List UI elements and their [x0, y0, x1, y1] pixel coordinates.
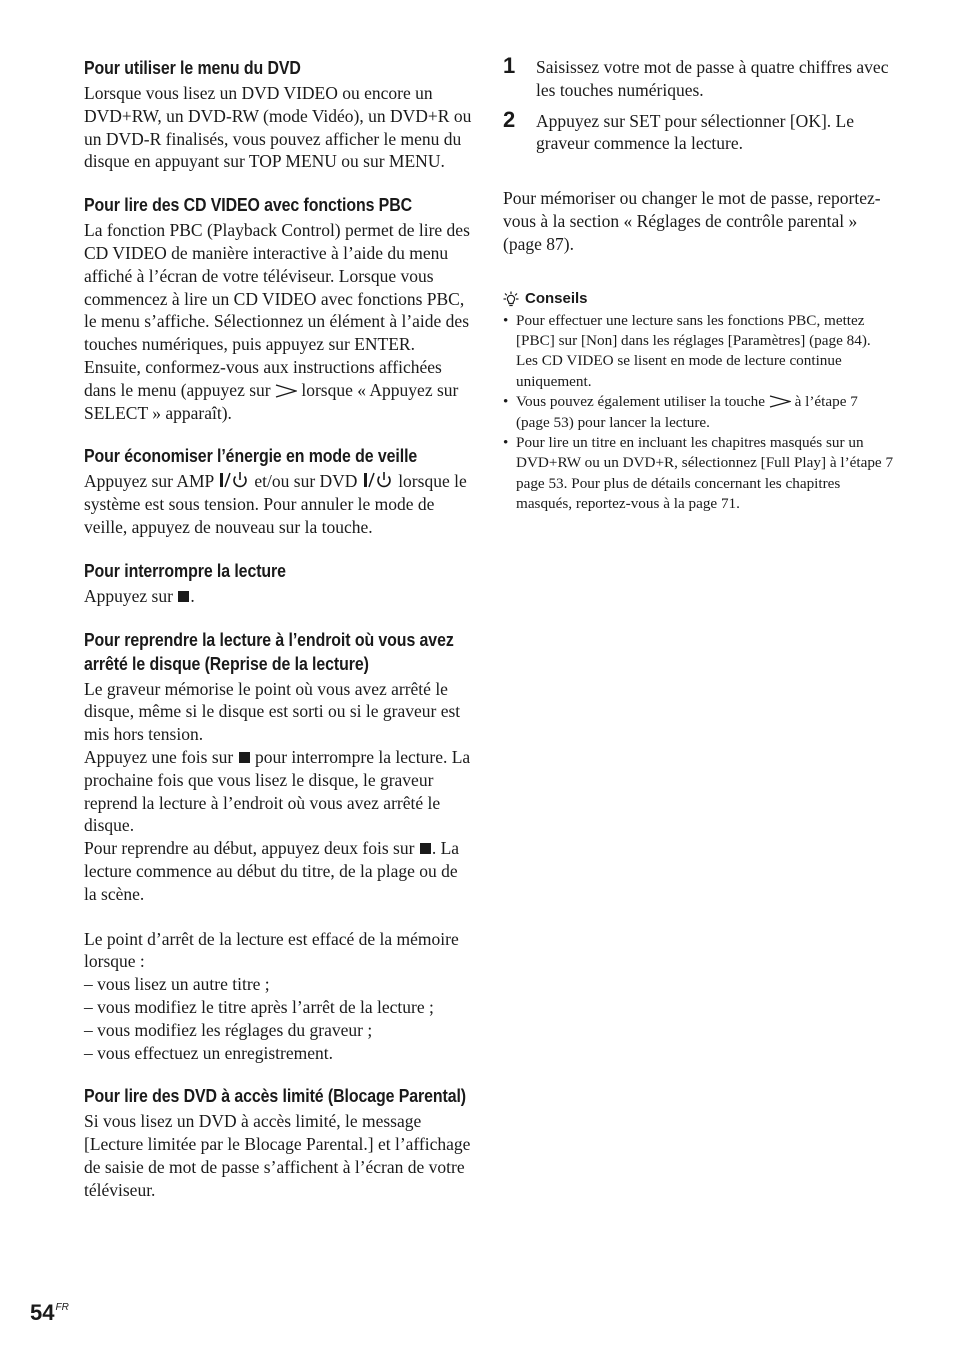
text-pbc-a: La fonction PBC (Playback Control) permet de lire des CD VIDEO de manière interactive à l’aide du menu affiché à l’écran de votre téléviseur. Lorsque vous commencez à lire un CD VIDEO avec fonctions PBC, le menu s’affiche. Sélectionnez un élément à l’aide des touches numériques, puis appuyez sur ENTER. Ensuite, conformez-vous aux instructions affichées dans le menu (appuyez sur: [84, 220, 470, 400]
step-number: 2: [503, 106, 516, 132]
text-resume-3b: . La lecture commence au début du titre, de la plage ou de la scène.: [84, 838, 460, 904]
right-column: [503, 53, 895, 515]
text-resume-3: [84, 837, 474, 905]
dash-item: – vous effectuez un enregistrement.: [84, 1042, 333, 1063]
tip-item: [503, 392, 895, 433]
text-standby-a: Appuyez sur AMP: [84, 471, 214, 492]
text-resume-1: Le graveur mémorise le point où vous avez arrêté le disque, même si le disque est sorti ou si le graveur est mis hors tension.: [84, 678, 461, 745]
section-dvd-menu: [84, 56, 474, 173]
heading-parental: Pour lire des DVD à accès limité (Blocage Parental): [84, 1085, 467, 1107]
section-resume: [84, 628, 474, 1065]
stop-square-icon: [178, 591, 189, 602]
text-standby-c: lorsque le système est sous tension. Pour annuler le mode de veille, appuyez de nouveau sur la touche.: [84, 471, 467, 537]
tips-title: Conseils: [525, 289, 588, 307]
step-1: [503, 53, 895, 102]
step-text: Saisissez votre mot de passe à quatre chiffres avec les touches numériques.: [536, 57, 889, 100]
power-standby-icon: [218, 471, 250, 489]
section-parental: [84, 1084, 474, 1201]
text-stop: [84, 585, 474, 608]
section-stop: [84, 559, 474, 608]
text-pbc: [84, 219, 474, 424]
tip-item: • Pour effectuer une lecture sans les fonctions PBC, mettez [PBC] sur [Non] dans les réglages [Paramètres] (page 84). Les CD VIDEO se lisent en mode de lecture continue uniquement.: [503, 311, 895, 393]
step-number: 1: [503, 53, 516, 78]
tips-list: [503, 311, 895, 515]
tips-header: [503, 290, 895, 308]
heading-resume: Pour reprendre la lecture à l’endroit où vous avez arrêté le disque (Reprise de la lecture): [84, 628, 454, 674]
text-stop-a: Appuyez sur: [84, 585, 173, 606]
dash-item: – vous modifiez le titre après l’arrêt de la lecture ;: [84, 996, 434, 1017]
dash-item: – vous lisez un autre titre ;: [84, 974, 270, 995]
step-2: [503, 106, 895, 156]
text-standby: [84, 470, 474, 538]
power-standby-icon: [362, 471, 394, 489]
text-parental: Si vous lisez un DVD à accès limité, le message [Lecture limitée par le Blocage Parental.] et l’affichage de saisie de mot de passe s’affichent à l’écran de votre téléviseur.: [84, 1111, 471, 1200]
tip-2b: à l’étape 7 (page 53) pour lancer la lecture.: [516, 393, 858, 431]
text-resume-2: [84, 746, 474, 837]
text-resume-2a: Appuyez une fois sur: [84, 746, 234, 767]
section-pbc: [84, 193, 474, 424]
lightbulb-icon: [503, 291, 519, 307]
stop-square-icon: [239, 752, 250, 763]
page-number-value: 54: [30, 1300, 55, 1325]
text-resume-4: Le point d’arrêt de la lecture est effacé de la mémoire lorsque :: [84, 928, 459, 972]
heading-pbc: Pour lire des CD VIDEO avec fonctions PBC: [84, 194, 413, 216]
page-number: [30, 1300, 69, 1326]
memo-text: Pour mémoriser ou changer le mot de passe, reportez-vous à la section « Réglages de contrôle parental » (page 87).: [503, 188, 881, 254]
heading-dvd-menu: Pour utiliser le menu du DVD: [84, 57, 301, 78]
heading-standby: Pour économiser l’énergie en mode de veille: [84, 445, 418, 467]
step-text: Appuyez sur SET pour sélectionner [OK]. Le graveur commence la lecture.: [536, 110, 854, 154]
left-column: [84, 56, 474, 1221]
dash-item: – vous modifiez les réglages du graveur ;: [84, 1019, 373, 1040]
text-dvd-menu: Lorsque vous lisez un DVD VIDEO ou encore un DVD+RW, un DVD-RW (mode Vidéo), un DVD+R ou un DVD-R finalisés, vous pouvez afficher le menu du disque en appuyant sur TOP MENU ou sur MENU.: [84, 83, 472, 172]
text-standby-b: et/ou sur DVD: [254, 471, 358, 492]
text-resume-2b: pour interrompre la lecture. La prochaine fois que vous lisez le disque, le graveur reprend la lecture à l’endroit où vous avez arrêté le disque.: [84, 746, 471, 836]
tip-item: • Pour lire un titre en incluant les chapitres masqués sur un DVD+RW ou un DVD+R, sélectionnez [Full Play] à l’étape 7 page 53. Pour plus de détails concernant les chapitres masqués, reportez-vous à la page 71.: [503, 433, 895, 515]
page-lang: FR: [55, 1302, 69, 1313]
text-resume-3a: Pour reprendre au début, appuyez deux fois sur: [84, 838, 415, 859]
heading-stop: Pour interrompre la lecture: [84, 559, 286, 581]
text-stop-b: .: [190, 585, 195, 606]
text-pbc-b: lorsque « Appuyez sur SELECT » apparaît).: [84, 379, 459, 423]
stop-square-icon: [420, 843, 431, 854]
section-standby: [84, 444, 474, 538]
play-outline-icon: [275, 384, 297, 398]
tip-2a: Vous pouvez également utiliser la touche: [516, 393, 765, 411]
play-outline-icon: [769, 395, 791, 408]
